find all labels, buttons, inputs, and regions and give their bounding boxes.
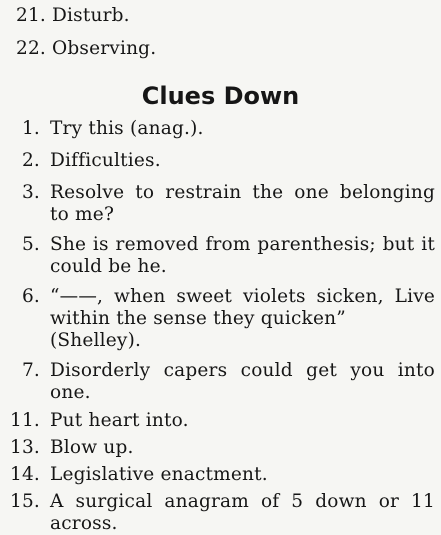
clue-text: Try this (anag.).: [50, 118, 204, 139]
clue-text: Legislative enactment.: [50, 464, 268, 485]
section-heading: Clues Down: [141, 82, 300, 110]
clue-number: 11.: [9, 410, 40, 431]
clue-text: Difficulties.: [50, 150, 161, 171]
clue-number: 3.: [21, 182, 40, 203]
clue-number: 1.: [21, 118, 40, 139]
clue-text: Disturb.: [52, 5, 130, 26]
clue-number: 22.: [15, 38, 46, 59]
clue-text: She is removed from parenthesis; but it could be he.: [50, 234, 435, 277]
clue-text: A surgical anagram of 5 down or 11 across.: [50, 491, 435, 534]
clue-attribution: (Shelley).: [50, 330, 142, 351]
clue-number: 7.: [21, 360, 40, 381]
clue-number: 15.: [9, 491, 40, 512]
clue-text: Put heart into.: [50, 410, 189, 431]
clue-text: Blow up.: [50, 437, 134, 458]
clue-number: 14.: [9, 464, 40, 485]
clue-text: “——, when sweet violets sicken, Live within the sense they quicken”: [50, 286, 435, 329]
clue-number: 5.: [21, 234, 40, 255]
clue-number: 21.: [15, 5, 46, 26]
clue-number: 2.: [21, 150, 40, 171]
clue-text: Disorderly capers could get you into one.: [50, 360, 435, 403]
clue-number: 13.: [9, 437, 40, 458]
clue-number: 6.: [21, 286, 40, 307]
clue-text-block: [50, 286, 435, 352]
clue-text: Resolve to restrain the one belonging to me?: [50, 182, 435, 225]
clue-text: Observing.: [52, 38, 157, 59]
